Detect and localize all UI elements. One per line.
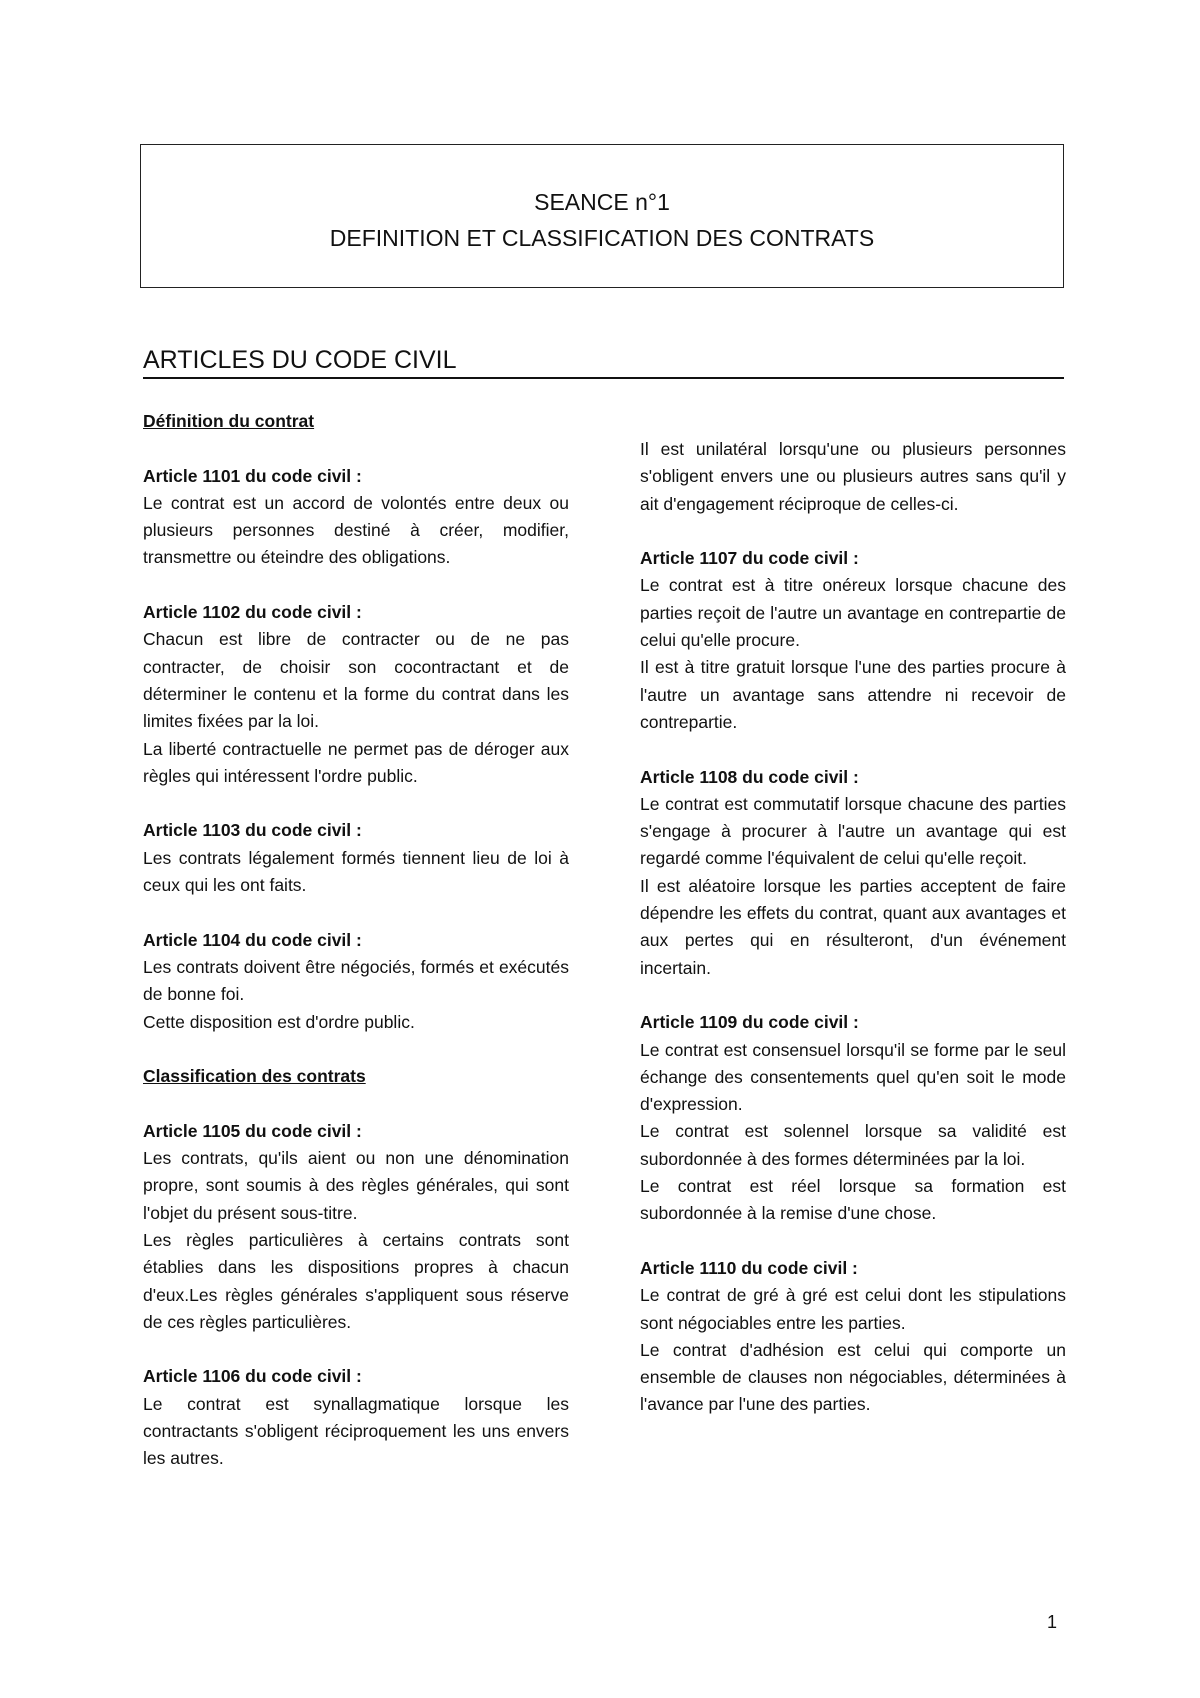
article-title: Article 1104 du code civil : [143,929,362,950]
page-number: 1 [1047,1612,1058,1632]
article-1102 [143,599,569,790]
article-title: Article 1102 du code civil : [143,602,362,623]
article-title: Article 1109 du code civil : [640,1012,859,1033]
article-paragraph: Les règles particulières à certains contrats sont établies dans les dispositions propres à chacun d'eux.Les règles générales s'appliquent sous réserve de ces règles particulières. [143,1229,569,1332]
article-1110 [640,1255,1066,1419]
article-paragraph: Chacun est libre de contracter ou de ne pas contracter, de choisir son cocontractant et de déterminer le contenu et la forme du contrat dans les limites fixées par la loi. [143,629,569,732]
section-heading: ARTICLES DU CODE CIVIL [143,346,1064,379]
title-box [140,144,1064,288]
article-1106-continued [640,436,1066,518]
article-title: Article 1110 du code civil : [640,1257,858,1278]
article-title: Article 1105 du code civil : [143,1120,362,1141]
article-paragraph: Il est aléatoire lorsque les parties acceptent de faire dépendre les effets du contrat, quant aux avantages et aux pertes qui en résulteront, d'un événement incertain. [640,875,1066,978]
article-paragraph: Le contrat est consensuel lorsqu'il se forme par le seul échange des consentements quel qu'en soit le mode d'expression. [640,1039,1066,1115]
article-paragraph: La liberté contractuelle ne permet pas de déroger aux règles qui intéressent l'ordre public. [143,738,569,786]
session-title: SEANCE n°1 [534,189,670,215]
article-paragraph: Il est à titre gratuit lorsque l'une des parties procure à l'autre un avantage sans attendre ni recevoir de contrepartie. [640,657,1066,732]
article-paragraph: Cette disposition est d'ordre public. [143,1011,415,1032]
article-title: Article 1106 du code civil : [143,1366,362,1387]
subhead-definition: Définition du contrat [143,411,315,431]
article-paragraph: Le contrat est solennel lorsque sa validité est subordonnée à des formes déterminées par la loi. [640,1121,1066,1169]
article-paragraph: Le contrat est réel lorsque sa formation est subordonnée à la remise d'une chose. [640,1176,1066,1224]
article-paragraph: Les contrats, qu'ils aient ou non une dénomination propre, sont soumis à des règles générales, qui sont l'objet du présent sous-titre. [143,1148,569,1223]
article-paragraph: Le contrat est à titre onéreux lorsque chacune des parties reçoit de l'autre un avantage en contrepartie de celui qu'elle procure. [640,575,1066,651]
subhead-classification: Classification des contrats [143,1066,366,1087]
article-1107 [640,545,1066,736]
article-paragraph: Le contrat est un accord de volontés entre deux ou plusieurs personnes destiné à créer, modifier, transmettre ou éteindre des obligations. [143,492,569,568]
article-1105 [143,1118,569,1336]
article-paragraph: Le contrat de gré à gré est celui dont les stipulations sont négociables entre les parties. [640,1285,1066,1333]
article-paragraph: Les contrats légalement formés tiennent lieu de loi à ceux qui les ont faits. [143,847,569,896]
article-1108 [640,764,1066,982]
article-paragraph: Le contrat est commutatif lorsque chacune des parties s'engage à procurer à l'autre un avantage qui est regardé comme l'équivalent de celui qu'elle reçoit. [640,793,1066,869]
session-subtitle: DEFINITION ET CLASSIFICATION DES CONTRATS [329,225,875,251]
article-paragraph: Le contrat est synallagmatique lorsque les contractants s'obligent réciproquement les uns envers les autres. [143,1393,569,1469]
article-1104 [143,927,569,1036]
left-column [143,408,569,1500]
article-title: Article 1101 du code civil : [143,465,362,486]
article-title: Article 1103 du code civil : [143,820,362,841]
article-1103 [143,817,569,899]
article-paragraph: Il est unilatéral lorsqu'une ou plusieurs personnes s'obligent envers une ou plusieurs autres sans qu'il y ait d'engagement réciproque de celles-ci. [640,439,1066,514]
article-title: Article 1108 du code civil : [640,766,859,787]
article-1109 [640,1009,1066,1227]
article-title: Article 1107 du code civil : [640,548,859,569]
article-paragraph: Les contrats doivent être négociés, formés et exécutés de bonne foi. [143,956,569,1005]
article-1101 [143,463,569,572]
article-1106 [143,1363,569,1472]
article-paragraph: Le contrat d'adhésion est celui qui comporte un ensemble de clauses non négociables, déterminées à l'avance par l'une des parties. [640,1339,1066,1415]
right-column [640,436,1066,1446]
